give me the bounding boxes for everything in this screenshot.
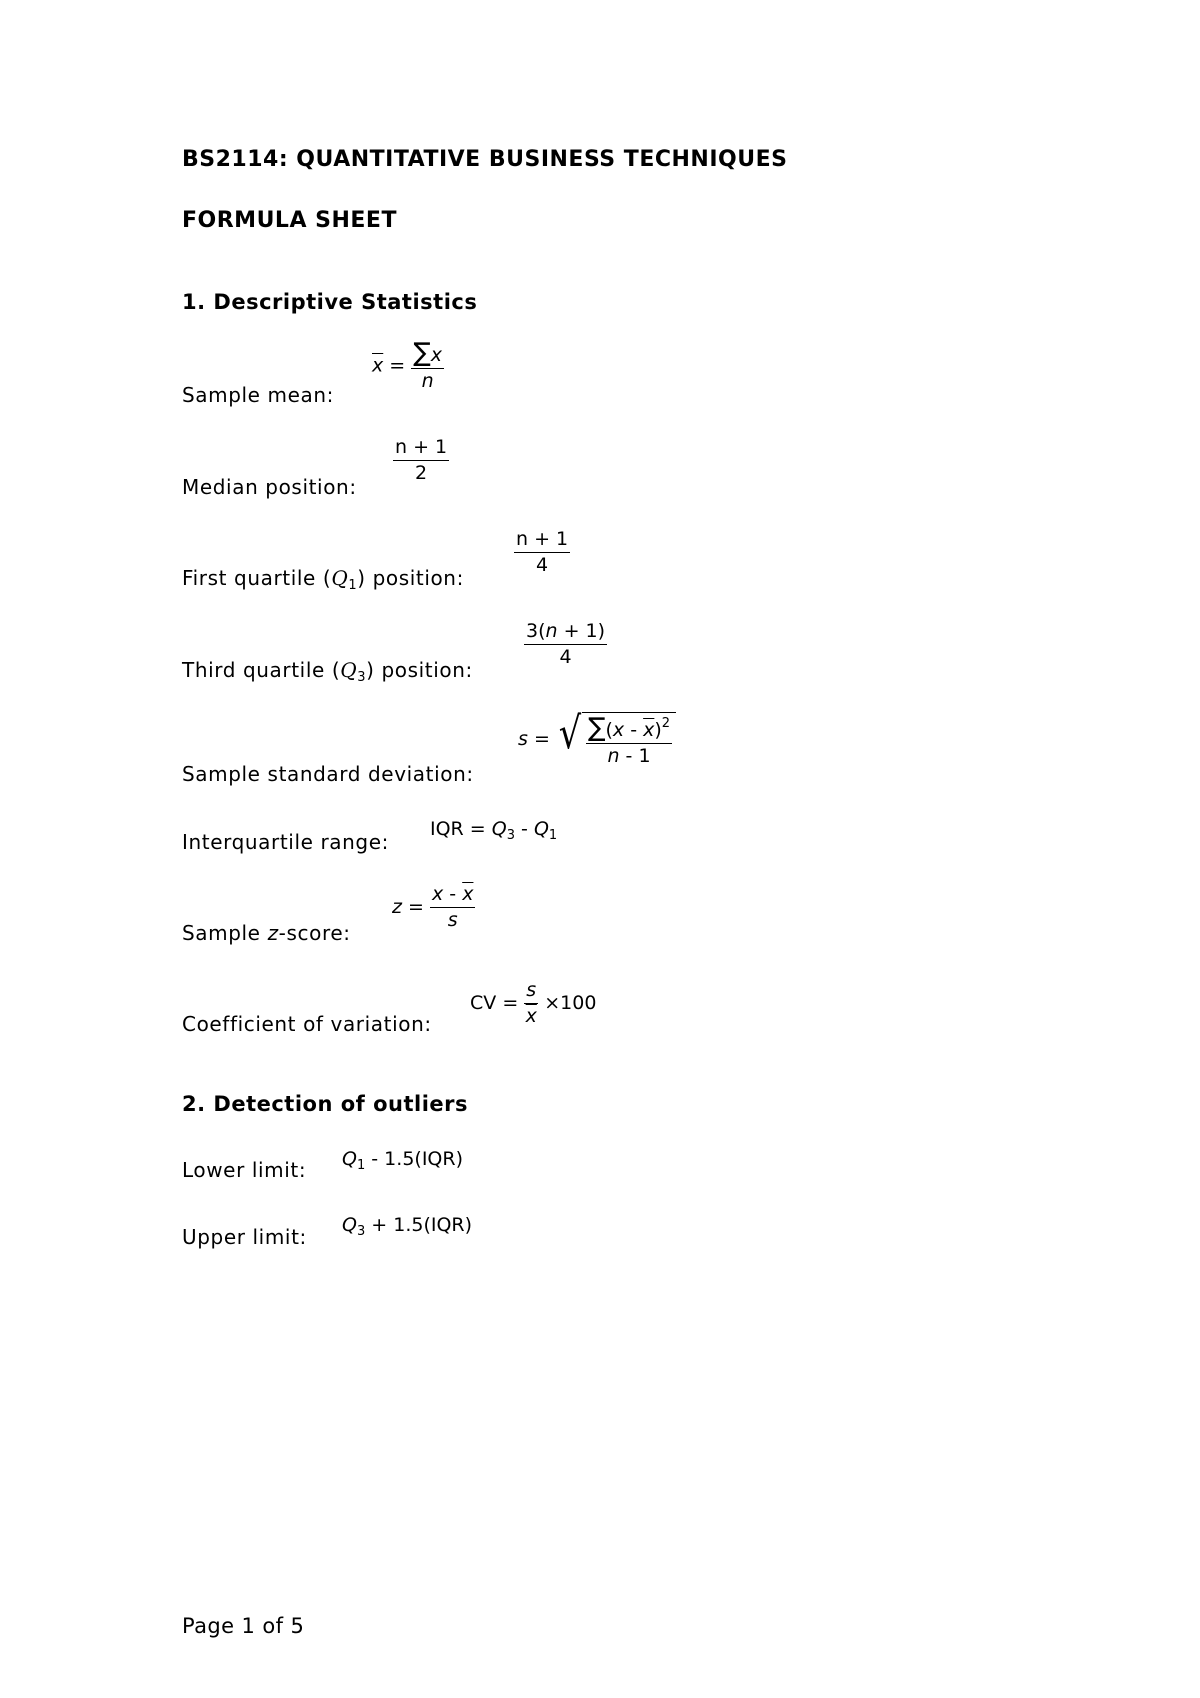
cv-label: Coefficient of variation: xyxy=(182,1012,432,1036)
upper-limit-formula: $Q_3 + 1.5(IQR)$ xyxy=(342,1214,473,1239)
median-position-formula: $\frac{n + 1}{2}$ xyxy=(395,436,448,484)
sample-mean-fraction: $\frac{\sum x}{n}$ xyxy=(413,338,443,392)
iqr-formula: IQR = $Q_3 - Q_1$ xyxy=(430,818,558,843)
document-title: BS2114: QUANTITATIVE BUSINESS TECHNIQUES xyxy=(182,147,788,172)
third-quartile-label: Third quartile $(Q_3)$ position: xyxy=(182,658,473,685)
third-quartile-formula: $\frac{3(n + 1)}{4}$ xyxy=(526,620,606,668)
z-score-formula: z = $\frac{x - \overline{x}}{s}$ xyxy=(392,883,474,931)
section-heading-descriptive-statistics: 1. Descriptive Statistics xyxy=(182,290,478,314)
upper-limit-label: Upper limit: xyxy=(182,1225,307,1249)
std-dev-label: Sample standard deviation: xyxy=(182,762,474,786)
sample-mean-formula: $\overline{x}$ = $\frac{\sum x}{n}$ xyxy=(372,338,443,392)
lower-limit-formula: $Q_1 - 1.5(IQR)$ xyxy=(342,1148,463,1173)
square-root: √ $\frac{\sum(x - \overline{x})^2}{n - 1}$ xyxy=(556,712,676,767)
page-number: Page 1 of 5 xyxy=(182,1614,305,1638)
document-subtitle: FORMULA SHEET xyxy=(182,208,397,233)
lower-limit-label: Lower limit: xyxy=(182,1158,307,1182)
median-position-label: Median position: xyxy=(182,475,357,499)
first-quartile-label: First quartile $(Q_1)$ position: xyxy=(182,566,464,593)
first-quartile-formula: $\frac{n + 1}{4}$ xyxy=(516,528,569,576)
z-score-label: Sample z-score: xyxy=(182,921,351,945)
std-dev-formula: s = √ $\frac{\sum(x - \overline{x})^2}{n - 1}$ xyxy=(518,712,676,767)
section-heading-outliers: 2. Detection of outliers xyxy=(182,1092,469,1116)
cv-formula: CV = $\frac{s}{x}$ ×100 xyxy=(470,979,597,1027)
sample-mean-label: Sample mean: xyxy=(182,383,335,407)
iqr-label: Interquartile range: xyxy=(182,830,389,854)
